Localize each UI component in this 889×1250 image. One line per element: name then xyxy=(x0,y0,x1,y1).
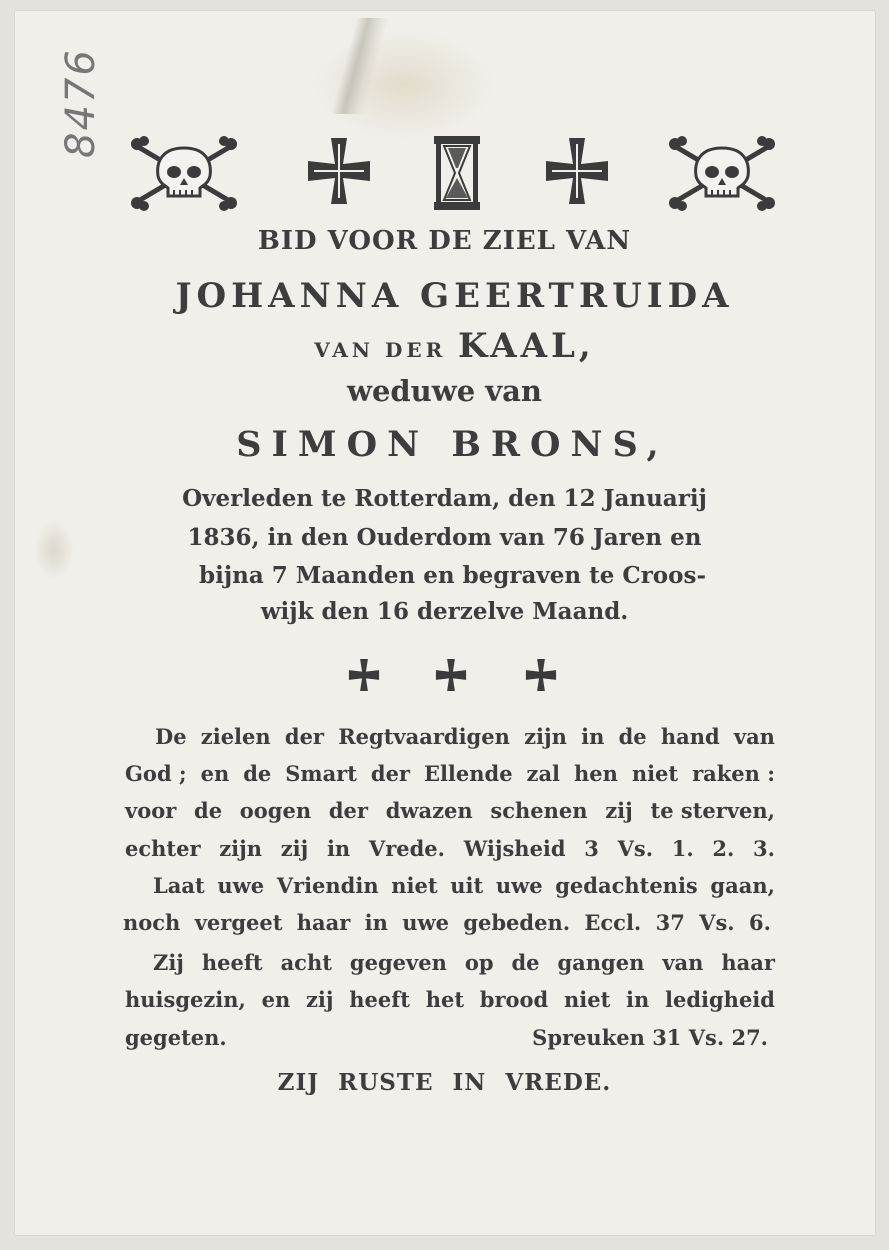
verse-word: zal xyxy=(526,761,561,786)
heading: BID VOOR DE ZIEL VAN xyxy=(257,226,632,256)
verse-word: het xyxy=(425,987,465,1012)
verse-line xyxy=(125,836,775,861)
verse-line xyxy=(153,873,775,898)
verse-word: niet xyxy=(563,987,611,1012)
verse-word: haar xyxy=(296,910,351,935)
verse-word: op xyxy=(464,950,494,975)
skull-crossbones-icon xyxy=(128,134,240,212)
verse-word: zij xyxy=(305,987,334,1012)
verse-word: gedachtenis xyxy=(555,873,698,898)
death-line: 1836, in den Ouderdom van 76 Jaren en xyxy=(187,524,702,551)
ornament-row xyxy=(128,134,778,214)
paper-tear xyxy=(332,18,388,114)
cross-divider xyxy=(0,657,889,697)
verse-word: uwe xyxy=(217,873,265,898)
verse-word: te sterven, xyxy=(650,798,775,823)
closing-line: ZIJ RUSTE IN VREDE. xyxy=(277,1069,612,1096)
verse-word: 3 xyxy=(584,836,599,861)
verse-word: gebeden. xyxy=(463,910,571,935)
verse-word: Vrede. xyxy=(368,836,445,861)
verse-word: Spreuken 31 Vs. 27. xyxy=(532,1025,768,1050)
verse-word: brood xyxy=(479,987,549,1012)
deceased-given-names: JOHANNA GEERTRUIDA xyxy=(175,276,734,316)
verse-line xyxy=(153,950,775,975)
verse-line xyxy=(125,1025,768,1050)
cross-pattee-icon xyxy=(346,657,382,693)
verse-word: niet xyxy=(631,761,679,786)
verse-word: Regtvaardigen xyxy=(338,724,510,749)
verse-word: raken : xyxy=(692,761,775,786)
verse-word: gegeven xyxy=(349,950,447,975)
hourglass-icon xyxy=(432,134,482,212)
skull-crossbones-icon xyxy=(666,134,778,212)
verse-word: gaan, xyxy=(710,873,775,898)
verse-word: 37 xyxy=(655,910,685,935)
verse-word: Smart xyxy=(285,761,357,786)
verse-word: Vs. xyxy=(617,836,654,861)
surname-prefix: VAN DER xyxy=(314,338,447,362)
widow-of: weduwe van xyxy=(346,374,542,408)
verse-word: hen xyxy=(573,761,618,786)
verse-word: Ellende xyxy=(423,761,513,786)
verse-word: Eccl. xyxy=(584,910,642,935)
verse-word: in xyxy=(326,836,351,861)
verse-word: in xyxy=(626,987,650,1012)
cross-pattee-icon xyxy=(523,657,559,693)
verse-word: zij xyxy=(280,836,309,861)
death-line: bijna 7 Maanden en begraven te Croos- xyxy=(199,562,706,589)
verse-word: en xyxy=(200,761,230,786)
verse-word: 3. xyxy=(753,836,775,861)
death-line: wijk den 16 derzelve Maand. xyxy=(260,598,629,625)
verse-word: acht xyxy=(280,950,332,975)
verse-word: oogen xyxy=(239,798,312,823)
verse-word: Laat xyxy=(153,873,205,898)
verse-word: uwe xyxy=(402,910,449,935)
verse-word: de xyxy=(243,761,272,786)
verse-word: voor xyxy=(125,798,177,823)
inventory-number: 8476 xyxy=(58,48,104,158)
verse-word: zijn xyxy=(219,836,263,861)
verse-word: niet xyxy=(391,873,438,898)
verse-word: der xyxy=(284,724,324,749)
verse-word: Wijsheid xyxy=(463,836,566,861)
verse-word: Vs. xyxy=(699,910,735,935)
verse-word: der xyxy=(328,798,368,823)
verse-word: in xyxy=(581,724,605,749)
death-line: Overleden te Rotterdam, den 12 Januarij xyxy=(182,485,707,512)
verse-word: heeft xyxy=(349,987,410,1012)
verse-word: 6. xyxy=(748,910,771,935)
verse-word: van xyxy=(733,724,775,749)
verse-word: zielen xyxy=(200,724,271,749)
verse-word: de xyxy=(618,724,647,749)
verse-word: dwazen xyxy=(385,798,473,823)
verse-word: heeft xyxy=(201,950,263,975)
verse-word: echter xyxy=(125,836,201,861)
verse-word: huisgezin, xyxy=(125,987,246,1012)
verse-word: en xyxy=(261,987,291,1012)
verse-word: de xyxy=(194,798,223,823)
verse-word: schenen xyxy=(490,798,588,823)
verse-word: uit xyxy=(450,873,484,898)
verse-word: de xyxy=(511,950,540,975)
verse-word: 1. xyxy=(671,836,694,861)
verse-word: gegeten. xyxy=(125,1025,227,1050)
verse-word: Zij xyxy=(153,950,184,975)
deceased-surname-line xyxy=(10,326,889,366)
verse-line xyxy=(125,761,775,786)
verse-word: der xyxy=(370,761,410,786)
husband-name: SIMON BRONS, xyxy=(236,424,669,465)
surname: KAAL, xyxy=(458,326,595,366)
verse-line xyxy=(125,798,775,823)
verse-word: haar xyxy=(721,950,775,975)
verse-word: De xyxy=(155,724,187,749)
verse-line xyxy=(123,910,771,935)
verse-word: God ; xyxy=(125,761,187,786)
verse-word: van xyxy=(662,950,704,975)
cross-pattee-icon xyxy=(542,134,612,208)
verse-word: Vriendin xyxy=(276,873,379,898)
verse-word: hand xyxy=(660,724,720,749)
verse-word: in xyxy=(364,910,388,935)
verse-word: noch xyxy=(123,910,181,935)
verse-word: vergeet xyxy=(194,910,283,935)
verse-word: zijn xyxy=(524,724,567,749)
verse-line xyxy=(125,987,775,1012)
cross-pattee-icon xyxy=(304,134,374,208)
verse-word: ledigheid xyxy=(665,987,775,1012)
verse-line xyxy=(155,724,775,749)
verse-word: zij xyxy=(605,798,633,823)
verse-word: gangen xyxy=(557,950,645,975)
cross-pattee-icon xyxy=(433,657,469,693)
verse-word: 2. xyxy=(712,836,735,861)
verse-word: uwe xyxy=(495,873,543,898)
